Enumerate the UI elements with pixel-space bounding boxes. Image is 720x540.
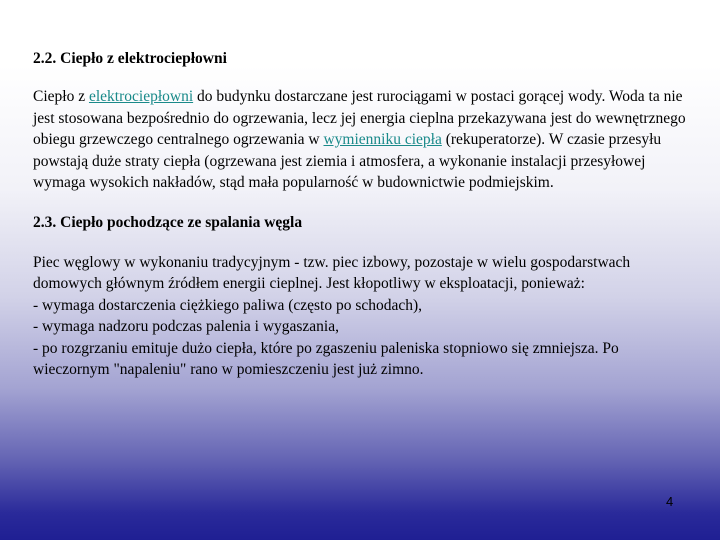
link-elektrocieplownia[interactable]: elektrociepłowni [88,88,194,105]
link-wymiennik-ciepla[interactable]: wymienniku ciepła [323,131,442,148]
list-item: - po rozgrzaniu emituje dużo ciepła, które po zgaszeniu paleniska stopniowo się zmniejsza. Po wieczornym "napaleniu" rano w pomieszczeniu jest już zimno. [33,339,619,378]
list-item: - wymaga nadzoru podczas palenia i wygaszania, [33,318,339,335]
paragraph-text-part-3: (rekuperatorze). W czasie przesyłu powstają duże straty ciepła (ogrzewana jest ziemia i atmosfera, a wykonanie instalacji przesyłowej wymaga wysokich nakładów, stąd mała popularność w budownictwie podmiejskim. [33,131,662,191]
slide-content [33,48,693,381]
paragraph-text-part-2: do budynku dostarczane jest rurociągami w postaci gorącej wody. Woda ta nie jest stosowana bezpośrednio do ogrzewania, lecz jej energia cieplna przekazywana jest do wewnętrznego obiegu grzewczego centralnego ogrzewania w [33,88,686,148]
paragraph-electro-heat [33,86,693,194]
list-item: - wymaga dostarczenia ciężkiego paliwa (często po schodach), [33,296,423,314]
paragraph-coal-heat [33,252,693,381]
paragraph-text-part-1: Ciepło z [33,88,89,105]
paragraph-intro: Piec węglowy w wykonaniu tradycyjnym - tzw. piec izbowy, pozostaje w wielu gospodarstwach domowych głównym źródłem energii cieplnej. Jest kłopotliwy w eksploatacji, ponieważ: [33,253,631,292]
section-heading-coal-heat: 2.3. Ciepło pochodzące ze spalania węgla [33,213,303,231]
page-number: 4 [666,494,674,509]
section-heading-electro-heat: 2.2. Ciepło z elektrociepłowni [33,50,227,67]
